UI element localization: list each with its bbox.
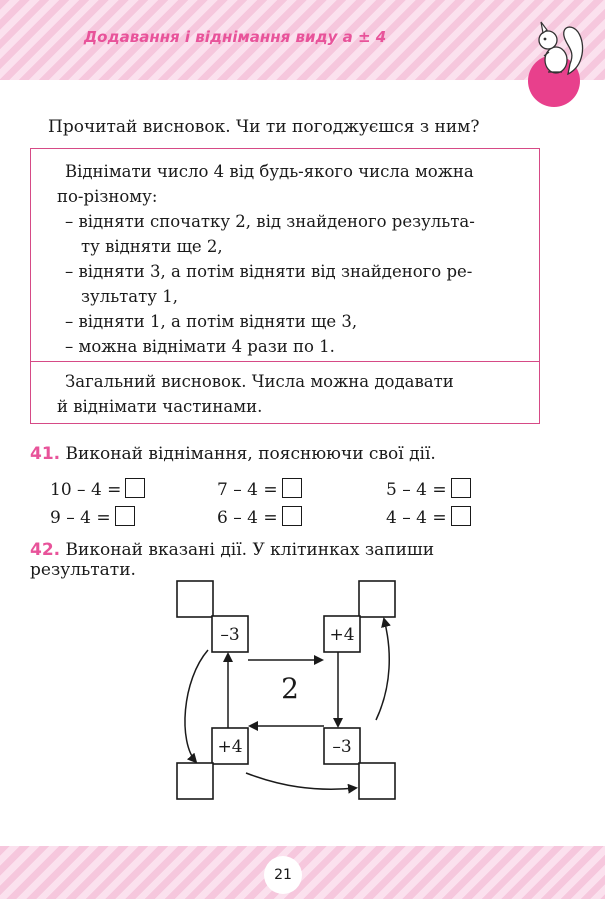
expression-text: 10 – 4 = <box>50 480 122 500</box>
task-number: 41. <box>30 444 61 464</box>
footer-band <box>0 846 605 899</box>
task-text-cont: результати. <box>30 560 136 580</box>
intro-question: Прочитай висновок. Чи ти погоджуєшся з ним? <box>48 117 480 137</box>
rule-line: Віднімати число 4 від будь-якого числа можна <box>65 162 474 181</box>
start-value: 2 <box>281 672 299 705</box>
result-box[interactable] <box>359 581 395 617</box>
op-label: –3 <box>220 625 240 645</box>
summary-line: Загальний висновок. Числа можна додавати <box>65 372 454 391</box>
page-title: Додавання і віднімання виду a ± 4 <box>83 28 387 46</box>
expression-text: 6 – 4 = <box>217 508 278 528</box>
rule-line: – відняти спочатку 2, від знайденого результа- <box>65 212 475 231</box>
expression-text: 7 – 4 = <box>217 480 278 500</box>
rule-line: – відняти 1, а потім відняти ще 3, <box>65 312 358 331</box>
expression-text: 9 – 4 = <box>50 508 111 528</box>
rule-line: по-різному: <box>57 187 158 206</box>
task-text: Виконай вказані дії. У клітинках запиши <box>65 540 435 560</box>
rule-line: ту відняти ще 2, <box>81 237 223 256</box>
op-label: –3 <box>332 737 352 757</box>
result-box[interactable] <box>177 581 213 617</box>
result-box[interactable] <box>359 763 395 799</box>
page-number: 21 <box>264 856 302 894</box>
expression-text: 4 – 4 = <box>386 508 447 528</box>
arrow-curve-bottom <box>246 773 356 789</box>
op-label: +4 <box>329 625 355 645</box>
expression-text: 5 – 4 = <box>386 480 447 500</box>
summary-line: й віднімати частинами. <box>57 397 263 416</box>
rule-line: зультату 1, <box>81 287 178 306</box>
result-box[interactable] <box>177 763 213 799</box>
arrow-curve-left <box>185 650 208 762</box>
arrow-curve-right <box>376 619 389 720</box>
task-number: 42. <box>30 540 61 560</box>
rule-line: – можна віднімати 4 рази по 1. <box>65 337 335 356</box>
op-label: +4 <box>217 737 243 757</box>
rule-line: – відняти 3, а потім відняти від знайденого ре- <box>65 262 473 281</box>
task-text: Виконай віднімання, пояснюючи свої дії. <box>65 444 436 464</box>
